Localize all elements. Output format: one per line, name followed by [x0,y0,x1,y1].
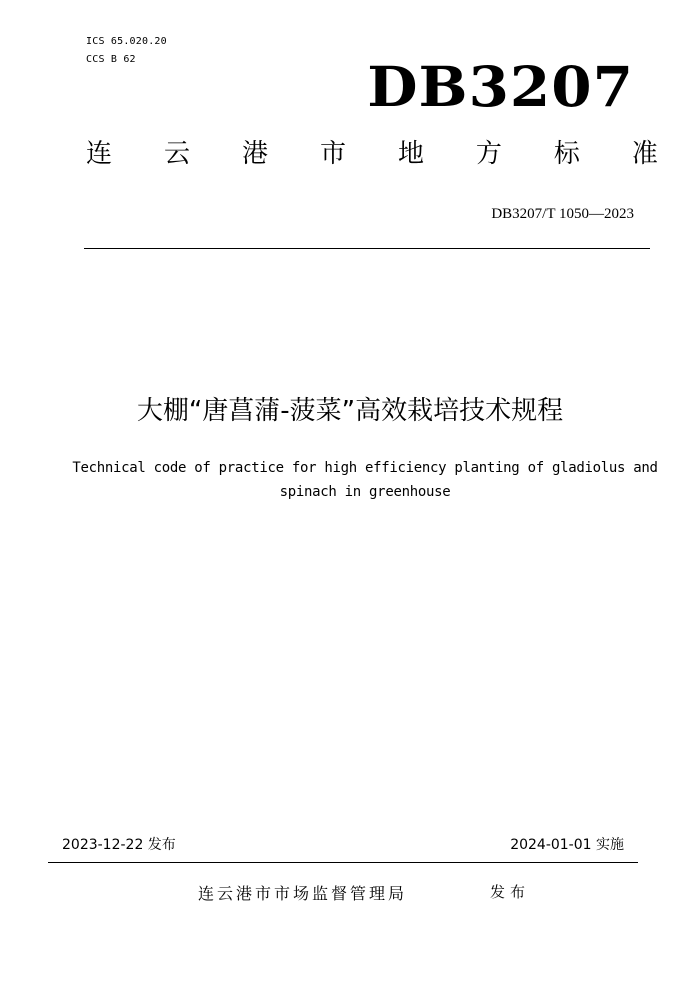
issue-date: 2023-12-22 发布 [62,837,176,853]
standard-type-char: 地 [397,139,424,169]
standard-type-label [86,136,658,172]
standard-type-char: 准 [631,139,658,169]
standard-type-char: 港 [241,139,268,169]
english-title-line-2: spinach in greenhouse [279,484,451,500]
bottom-divider [48,862,638,863]
document-title-chinese: 大棚“唐菖蒲-菠菜”高效栽培技术规程 [136,396,564,426]
english-title-line-1: Technical code of practice for high efficiency planting of gladiolus and [72,460,658,476]
standard-code-heading: DB3207 [367,54,634,120]
issuing-authority: 连云港市市场监督管理局 [198,884,408,903]
standard-type-char: 标 [553,139,580,169]
document-title-english [60,456,670,504]
standard-type-char: 方 [475,139,502,169]
ics-code: ICS 65.020.20 [86,36,167,47]
standard-type-char: 连 [86,139,113,169]
standard-type-char: 市 [319,139,346,169]
issue-label: 发布 [490,883,531,901]
standard-type-char: 云 [163,139,190,169]
document-number: DB3207/T 1050—2023 [491,206,634,222]
top-divider [84,248,650,249]
implementation-date: 2024-01-01 实施 [510,837,624,853]
ccs-code: CCS B 62 [86,54,136,65]
